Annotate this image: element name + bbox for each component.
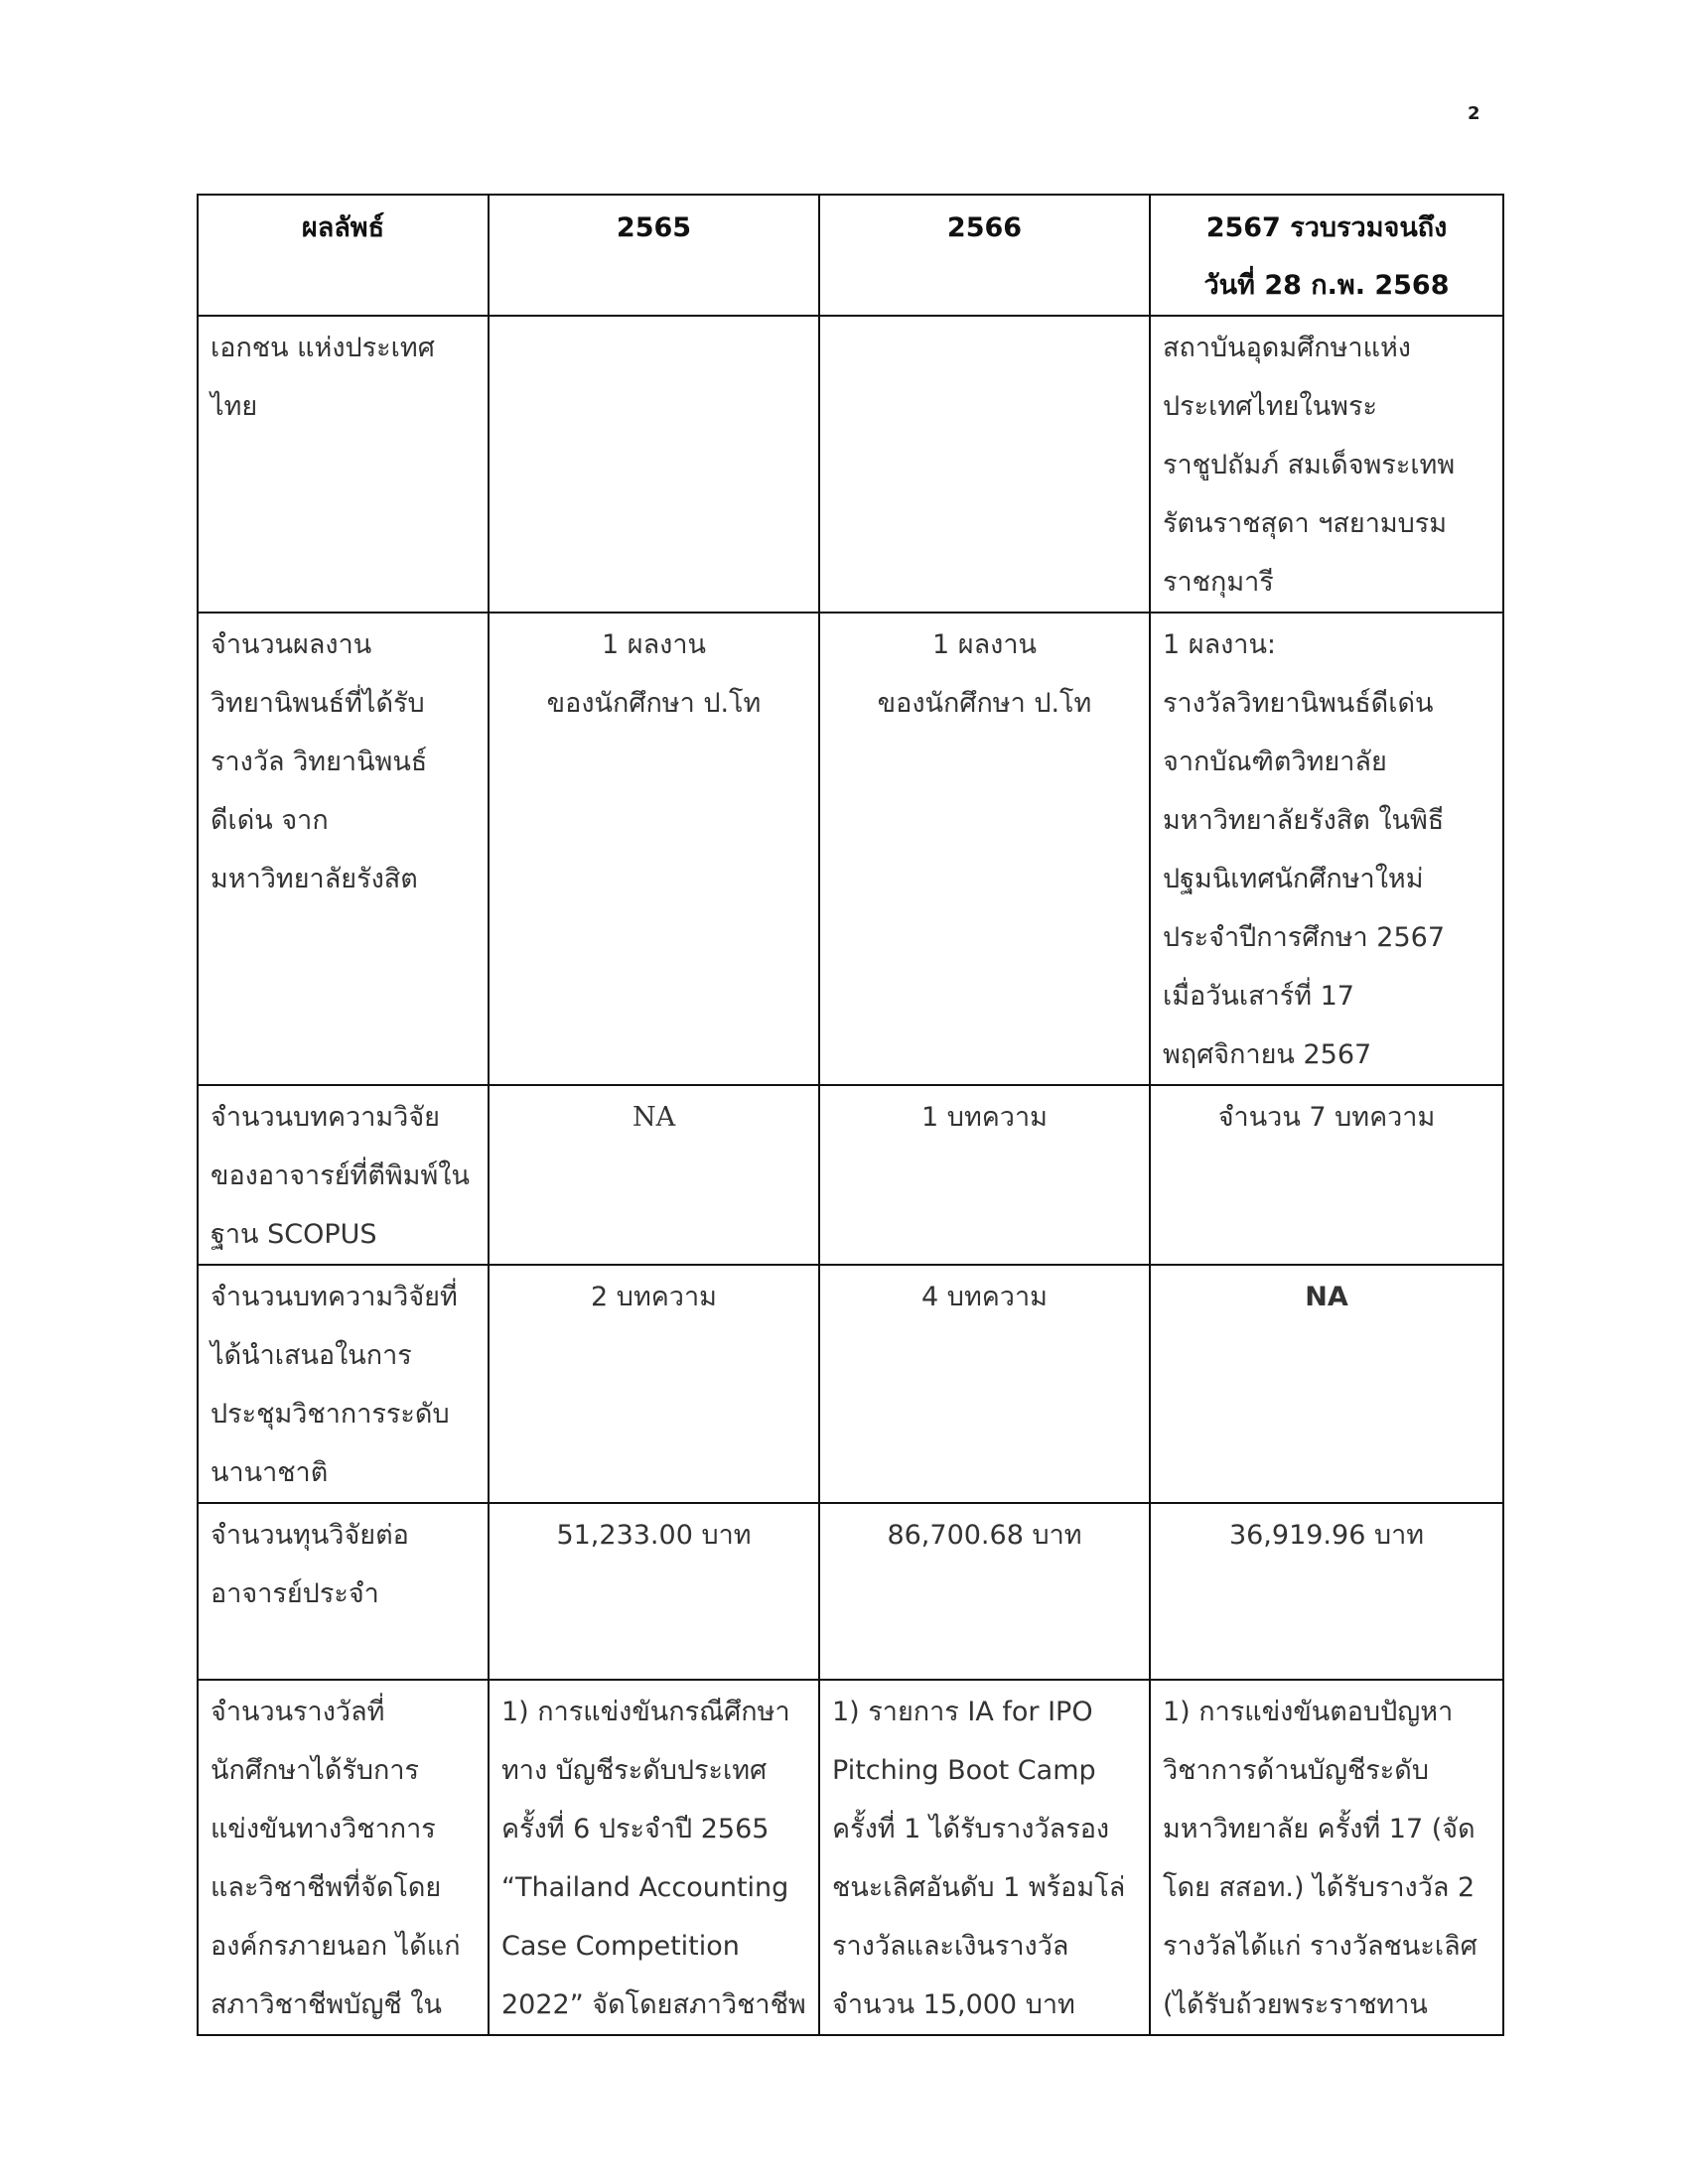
cell-2567: 1) การแข่งขันตอบปัญหา วิชาการด้านบัญชีระดับ มหาวิทยาลัย ครั้งที่ 17 (จัด โดย สสอท.) ได้รับรางวัล 2 รางวัลได้แก่ รางวัลชนะเลิศ (ได้รับถ้วยพระราชทาน: [1150, 1680, 1503, 2035]
row-label: เอกชน แห่งประเทศ ไทย: [198, 316, 489, 613]
header-2565: 2565: [489, 195, 819, 316]
cell-2566: 1) รายการ IA for IPO Pitching Boot Camp ครั้งที่ 1 ได้รับรางวัลรอง ชนะเลิศอันดับ 1 พร้อมโล่ รางวัลและเงินรางวัล จำนวน 15,000 บาท: [819, 1680, 1150, 2035]
cell-2565: [489, 316, 819, 613]
table-header-row: [198, 195, 1503, 316]
row-label: จำนวนบทความวิจัย ของอาจารย์ที่ตีพิมพ์ใน ฐาน SCOPUS: [198, 1085, 489, 1265]
row-label: จำนวนบทความวิจัยที่ ได้นำเสนอในการ ประชุมวิชาการระดับ นานาชาติ: [198, 1265, 489, 1503]
cell-2567: NA: [1150, 1265, 1503, 1503]
cell-2566: 1 บทความ: [819, 1085, 1150, 1265]
cell-2565: 1 ผลงาน ของนักศึกษา ป.โท: [489, 613, 819, 1085]
header-outcome: ผลลัพธ์: [198, 195, 489, 316]
table-row: [198, 1265, 1503, 1503]
cell-2567: 36,919.96 บาท: [1150, 1503, 1503, 1680]
cell-2566: [819, 316, 1150, 613]
cell-2567: จำนวน 7 บทความ: [1150, 1085, 1503, 1265]
page-number: 2: [1468, 103, 1480, 124]
header-2566: 2566: [819, 195, 1150, 316]
cell-2566: 1 ผลงาน ของนักศึกษา ป.โท: [819, 613, 1150, 1085]
cell-2565: 51,233.00 บาท: [489, 1503, 819, 1680]
cell-2565: 2 บทความ: [489, 1265, 819, 1503]
results-table: [197, 194, 1504, 2036]
cell-2566: 4 บทความ: [819, 1265, 1150, 1503]
cell-2565: 1) การแข่งขันกรณีศึกษา ทาง บัญชีระดับประเทศ ครั้งที่ 6 ประจำปี 2565 “Thailand Accounting Case Competition 2022” จัดโดยสภาวิชาชีพ: [489, 1680, 819, 2035]
row-label: จำนวนผลงาน วิทยานิพนธ์ที่ได้รับ รางวัล วิทยานิพนธ์ ดีเด่น จาก มหาวิทยาลัยรังสิต: [198, 613, 489, 1085]
table-row: [198, 316, 1503, 613]
table-row: [198, 1680, 1503, 2035]
cell-2566: 86,700.68 บาท: [819, 1503, 1150, 1680]
cell-2567: สถาบันอุดมศึกษาแห่ง ประเทศไทยในพระ ราชูปถัมภ์ สมเด็จพระเทพ รัตนราชสุดา ฯสยามบรม ราชกุมารี: [1150, 316, 1503, 613]
table-row: [198, 1503, 1503, 1680]
row-label: จำนวนทุนวิจัยต่อ อาจารย์ประจำ: [198, 1503, 489, 1680]
header-2567: 2567 รวบรวมจนถึง วันที่ 28 ก.พ. 2568: [1150, 195, 1503, 316]
row-label: จำนวนรางวัลที่ นักศึกษาได้รับการ แข่งขันทางวิชาการ และวิชาชีพที่จัดโดย องค์กรภายนอก ได้แก่ สภาวิชาชีพบัญชี ใน: [198, 1680, 489, 2035]
cell-2565: NA: [489, 1085, 819, 1265]
cell-2567: 1 ผลงาน: รางวัลวิทยานิพนธ์ดีเด่น จากบัณฑิตวิทยาลัย มหาวิทยาลัยรังสิต ในพิธี ปฐมนิเทศนักศึกษาใหม่ ประจำปีการศึกษา 2567 เมื่อวันเสาร์ที่ 17 พฤศจิกายน 2567: [1150, 613, 1503, 1085]
table-row: [198, 1085, 1503, 1265]
table-row: [198, 613, 1503, 1085]
